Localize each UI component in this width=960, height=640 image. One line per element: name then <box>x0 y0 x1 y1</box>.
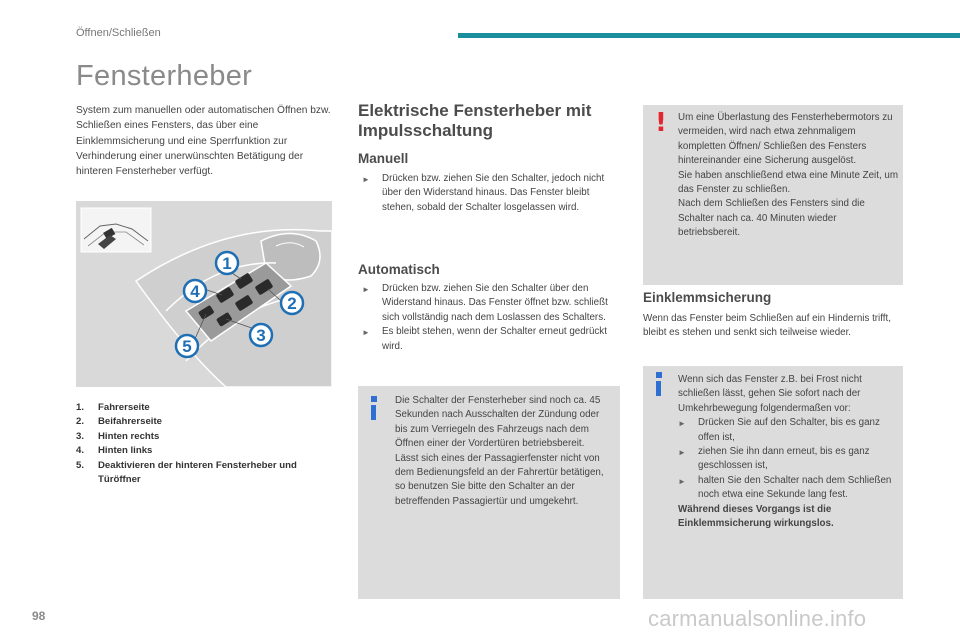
door-panel-drawing <box>76 201 332 387</box>
header-accent-bar <box>458 33 960 38</box>
list-item: ► Es bleibt stehen, wenn der Schalter erneut gedrückt wird. <box>362 325 622 354</box>
callout-4 <box>184 280 206 302</box>
svg-text:3: 3 <box>256 326 266 345</box>
list-item: ► ziehen Sie ihn dann erneut, bis es ganz geschlossen ist, <box>678 445 900 474</box>
list-item: ► Drücken bzw. ziehen Sie den Schalter, jedoch nicht über den Widerstand hinaus. Das Fenster bleibt stehen, sobald der Schalter losgelassen wird. <box>362 172 622 215</box>
legend-item: 2. Beifahrerseite <box>76 416 162 428</box>
figure-legend <box>76 401 338 487</box>
arrow-bullet-icon: ► <box>678 419 686 429</box>
callout-2 <box>281 292 303 314</box>
arrow-bullet-icon: ► <box>362 175 370 184</box>
info-box-pinch <box>643 366 903 599</box>
watermark: carmanualsonline.info <box>648 606 867 631</box>
svg-text:5: 5 <box>182 337 192 356</box>
pinch-info-content <box>678 373 900 531</box>
manual-list <box>362 172 622 215</box>
warning-box <box>643 105 903 285</box>
legend-item: 1. Fahrerseite <box>76 402 150 413</box>
arrow-bullet-icon: ► <box>678 476 686 486</box>
warning-text: Um eine Überlastung des Fensterhebermotors zu vermeiden, wird nach etwa zehnmaligem kompletten Öffnen/ Schließen des Fensters hintereinander eine Sicherung ausgelöst. Sie haben anschließend etwa eine Minute Zeit, um das Fenster zu schließen. Nach dem Schließen des Fensters sind die Schalter nach ca. 40 Minuten wieder betriebsbereit. <box>678 112 899 239</box>
list-item: ► Drücken bzw. ziehen Sie den Schalter über den Widerstand hinaus. Das Fenster öffnet bzw. schließt sich vollständig nach dem Loslassen des Schalters. <box>362 282 622 325</box>
callout-1 <box>216 252 238 274</box>
list-item: ► halten Sie den Schalter nach dem Schließen noch etwa eine Sekunde lang fest. <box>678 474 900 503</box>
automatic-heading: Automatisch <box>358 262 440 277</box>
manual-heading: Manuell <box>358 151 409 166</box>
callout-3 <box>250 324 272 346</box>
warning-icon: ! <box>655 108 667 138</box>
arrow-bullet-icon: ► <box>678 448 686 458</box>
arrow-bullet-icon: ► <box>362 328 370 338</box>
pinch-info-intro: Wenn sich das Fenster z.B. bei Frost nicht schließen lässt, gehen Sie sofort nach der Umkehrbewegung folgendermaßen vor: <box>678 374 862 414</box>
list-item: ► Drücken Sie auf den Schalter, bis es ganz offen ist, <box>678 416 900 445</box>
svg-text:4: 4 <box>190 282 200 301</box>
info-icon <box>371 405 376 420</box>
legend-item: 5. Deaktivieren der hinteren Fensterheber und Türöffner <box>76 459 297 486</box>
callout-5 <box>176 335 198 357</box>
svg-text:1: 1 <box>222 254 232 273</box>
legend-item: 3. Hinten rechts <box>76 430 160 442</box>
section-title: Öffnen/Schließen <box>76 27 161 39</box>
info-box-standby <box>358 386 620 599</box>
page-number: 98 <box>32 609 46 623</box>
info-icon <box>656 381 661 396</box>
arrow-bullet-icon: ► <box>362 285 370 294</box>
info-icon-dot <box>371 396 377 402</box>
pinch-paragraph: Wenn das Fenster beim Schließen auf ein Hindernis trifft, bleibt es stehen und senkt sich teilweise wieder. <box>643 313 891 339</box>
info-text: Die Schalter der Fensterheber sind noch ca. 45 Sekunden nach Ausschalten der Zündung oder bis zum Verriegeln des Fahrzeugs nach dem Öffnen einer der Vordertüren betriebsbereit. Lässt sich eines der Passagierfenster nicht von dem Bedienungsfeld an der Fahrertür betätigen, so benutzen Sie bitte den Schalter an der betreffenden Passagiertür und umgekehrt. <box>395 395 604 507</box>
window-switch-illustration <box>76 201 332 387</box>
legend-item: 4. Hinten links <box>76 445 153 457</box>
svg-text:2: 2 <box>287 294 297 313</box>
page-title: Fensterheber <box>76 60 253 92</box>
automatic-list <box>362 282 622 354</box>
pinch-info-note: Während dieses Vorgangs ist die Einklemmsicherung wirkungslos. <box>678 503 834 530</box>
intro-paragraph: System zum manuellen oder automatischen Öffnen bzw. Schließen eines Fensters, das über eine Einklemmsicherung und eine Sperrfunktion zur Verhinderung einer unerwünschten Betätigung der hinteren Fensterheber verfügt. <box>76 105 331 178</box>
pinch-heading: Einklemmsicherung <box>643 290 772 305</box>
section-heading: Elektrische Fensterheber mit Impulsschaltung <box>358 101 592 140</box>
pinch-info-list <box>678 416 900 502</box>
dashboard-thumbnail <box>81 208 151 252</box>
info-icon-dot <box>656 372 662 378</box>
